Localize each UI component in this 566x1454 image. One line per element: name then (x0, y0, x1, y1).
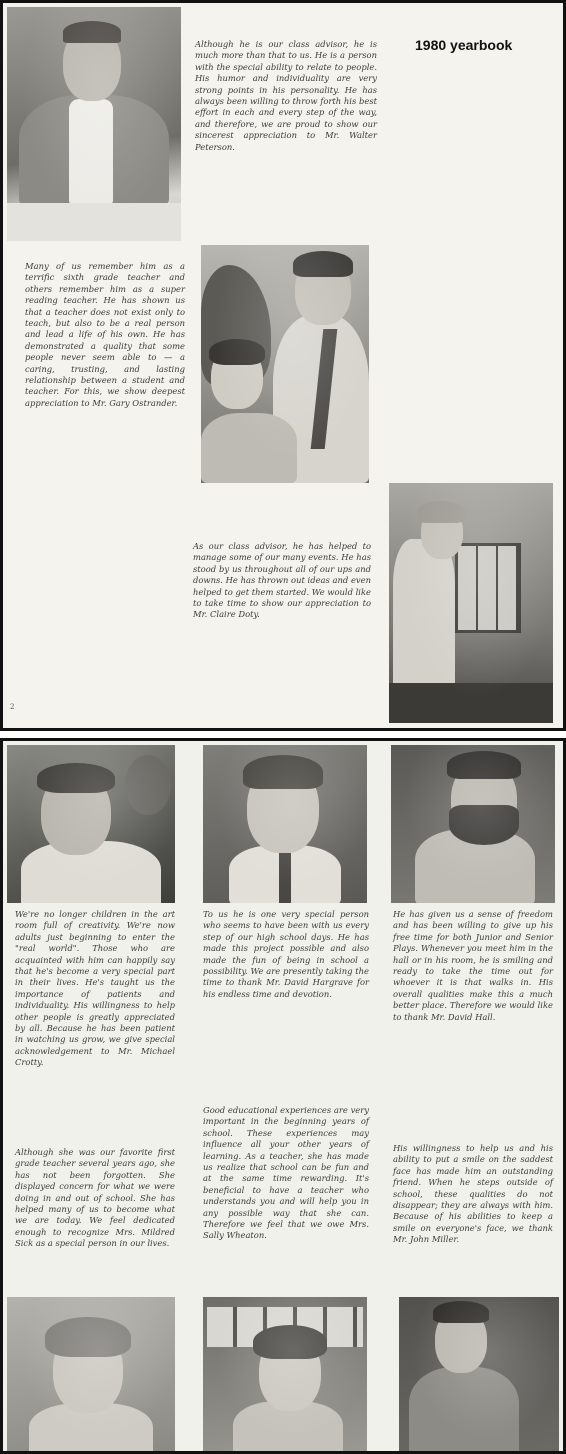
photo-john-miller (399, 1297, 559, 1453)
tribute-text-mildred-sick: Although she was our favorite first grade teacher several years ago, she has not been forgotten. She displayed concern for what we were doing in and out of school. She has helped many of us to become what we are today. We feel dedicated enough to recognize Mrs. Mildred Sick as a special person in our lives. (15, 1147, 175, 1249)
photo-michael-crotty (7, 745, 175, 903)
tribute-text-walter-peterson: Although he is our class advisor, he is much more than that to us. He is a person with the special ability to relate to people. His humor and individuality are very strong points in his personality. He has always been willing to throw forth his best effort in each and every step of the way, and therefore, we are proud to show our sincerest appreciation to Mr. Walter Peterson. (195, 39, 377, 152)
tribute-text-john-miller: His willingness to help us and his ability to put a smile on the saddest face has made him an outstanding friend. When he steps outside of school, these qualities do not disappear; they are always with him. Because of his abilities to keep a smile on everyone's face, we thank Mr. John Miller. (393, 1143, 553, 1245)
photo-gary-ostrander (201, 245, 369, 483)
page-number: 2 (10, 703, 15, 711)
tribute-text-sally-wheaton: Good educational experiences are very important in the beginning years of school. These experiences may influence all your other years of learning. As a teacher, she has made us realize that school can be fun and at the same time rewarding. It's beneficial to have a teacher who understands you and will help you in any possible way that she can. Therefore we feel that we owe Mrs. Sally Wheaton. (203, 1105, 369, 1241)
photo-david-hargrave (203, 745, 367, 903)
photo-claire-doty (389, 483, 553, 723)
yearbook-page-two (0, 738, 566, 1454)
photo-david-hall (391, 745, 555, 903)
photo-sally-wheaton (203, 1297, 367, 1453)
photo-mildred-sick (7, 1297, 175, 1453)
tribute-text-david-hargrave: To us he is one very special person who seems to have been with us every step of our high school days. He has made this project possible and also made the fun of being in school a possibility. We are presently taking the time to thank Mr. David Hargrave for his endless time and devotion. (203, 909, 369, 999)
tribute-text-michael-crotty: We're no longer children in the art room full of creativity. We're now adults just beginning to enter the "real world". Those who are acquainted with him can happily say that he's become a very special part in their lives. He's taught us the importance of patients and individuality. His willingness to help other people is greatly appreciated by all. Because he has been patient in watching us grow, we give special acknowledgement to Mr. Michael Crotty. (15, 909, 175, 1068)
tribute-text-claire-doty: As our class advisor, he has helped to manage some of our many events. He has stood by us throughout all of our ups and downs. He has thrown out ideas and even helped to get them started. We would like to take time to show our appreciation to Mr. Claire Doty. (193, 541, 372, 620)
tribute-text-david-hall: He has given us a sense of freedom and has been willing to give up his free time for both Junior and Senior Plays. Whenever you meet him in the hall or in his room, he is smiling and ready to take the time out for whoever it is that walks in. His overall qualities make this a much better place. Therefore we would like to thank Mr. David Hall. (393, 909, 553, 1022)
photo-walter-peterson (7, 7, 181, 241)
yearbook-year-label: 1980 yearbook (415, 37, 513, 53)
tribute-text-gary-ostrander: Many of us remember him as a terrific sixth grade teacher and others remember him as a super reading teacher. He has shown us that a teacher does not exist only to teach, but also to be a real person and lead a life of his own. He has demonstrated a quality that some people never seem able to — a caring, trusting, and lasting relationship between a student and teacher. For this, we show deepest appreciation to Mr. Gary Ostrander. (25, 261, 185, 408)
